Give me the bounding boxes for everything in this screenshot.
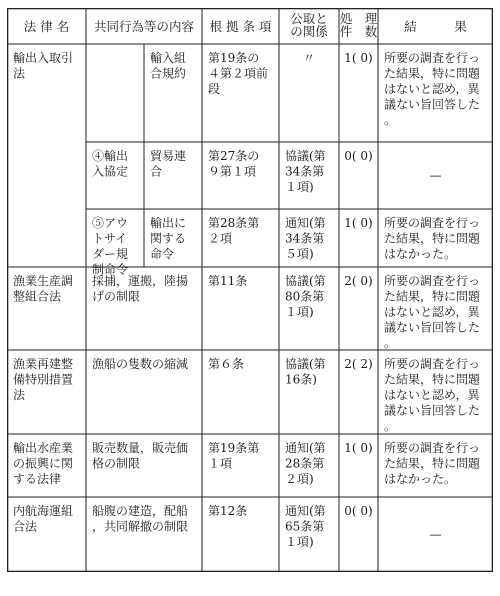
basis-cell: 第12条 <box>208 504 248 518</box>
result-cell: — <box>429 168 442 183</box>
law-name-cell: 内航海運組合法 <box>13 504 74 534</box>
header-result: 結 果 <box>404 19 467 34</box>
result-cell: 所要の調査を行った結果，特に問題はないと認め，異議ない旨回答した。 <box>384 51 481 127</box>
basis-cell: 第11条 <box>208 274 248 288</box>
result-cell: 所要の調査を行った結果，特に問題はないと認め，異議ない旨回答した。 <box>384 274 481 350</box>
law-name-cell: 漁業再建整備特別措置法 <box>13 357 74 402</box>
content-sub-a-cell: ⑤アウトサイダー規制命令 <box>92 216 129 277</box>
count-cell: 2( 0) <box>344 274 373 288</box>
content-cell: 漁船の隻数の縮減 <box>92 357 189 371</box>
data-table <box>7 8 493 572</box>
basis-cell: 第27条の９第１項 <box>208 149 260 179</box>
content-sub-a-cell: ④輸出入協定 <box>92 149 129 179</box>
law-name-cell: 輸出水産業の振興に関する法律 <box>13 441 74 486</box>
content-sub-b-cell: 輸入組合規約 <box>150 51 187 81</box>
header-law-name: 法 律 名 <box>23 19 70 34</box>
table-cells <box>13 11 481 549</box>
header-count: 処 理件 数 <box>339 11 378 39</box>
basis-cell: 第19条の４第２項前段 <box>208 51 269 96</box>
content-sub-b-cell: 貿易連合 <box>150 149 187 179</box>
content-cell: 販売数量，販売価格の制限 <box>92 441 189 471</box>
count-cell: 1( 0) <box>344 216 373 230</box>
content-cell: 採捕，運搬，陸揚げの制限 <box>92 274 189 304</box>
relation-cell: 協議(第 80条第１項) <box>285 274 326 319</box>
result-cell: 所要の調査を行った結果，特に問題はなかった。 <box>384 441 481 486</box>
count-cell: 2( 2) <box>344 357 373 371</box>
result-cell: 所要の調査を行った結果，特に問題はなかった。 <box>384 216 481 261</box>
relation-cell: 〃 <box>302 51 316 65</box>
count-cell: 1( 0) <box>344 441 373 455</box>
basis-cell: 第28条第２項 <box>208 216 260 246</box>
law-name-cell: 輸出入取引法 <box>13 51 74 81</box>
relation-cell: 協議(第 34条第１項) <box>285 149 326 194</box>
relation-cell: 通知(第 65条第１項) <box>285 504 326 549</box>
count-cell: 0( 0) <box>344 504 373 518</box>
content-sub-b-cell: 輸出に関する命令 <box>150 216 187 261</box>
relation-cell: 通知(第 34条第５項) <box>285 216 326 261</box>
content-cell: 船腹の建造，配船，共同解撤の制限 <box>92 504 189 534</box>
relation-cell: 協議(第 16条) <box>285 357 326 387</box>
basis-cell: 第６条 <box>208 357 245 371</box>
law-name-cell: 漁業生産調整組合法 <box>13 274 74 304</box>
result-cell: — <box>429 527 442 542</box>
relation-cell: 通知(第 28条第２項) <box>285 441 326 486</box>
count-cell: 0( 0) <box>344 149 373 163</box>
basis-cell: 第19条第１項 <box>208 441 260 471</box>
header-content: 共同行為等の内容 <box>93 19 195 34</box>
count-cell: 1( 0) <box>344 51 373 65</box>
header-relation: 公取との関係 <box>290 11 328 39</box>
header-basis: 根 拠 条 項 <box>209 19 272 34</box>
result-cell: 所要の調査を行った結果，特に問題はないと認め，異議ない旨回答した。 <box>384 357 481 433</box>
